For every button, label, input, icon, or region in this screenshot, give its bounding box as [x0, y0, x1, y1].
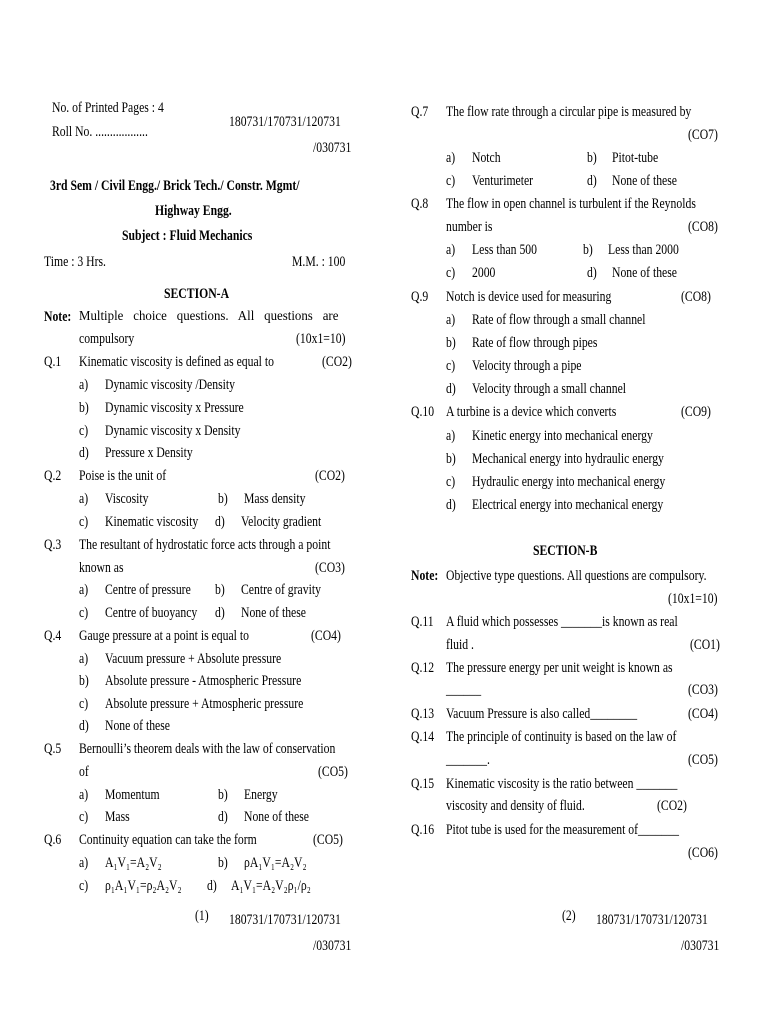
option-text: ρA₁V₁=A₂V₂: [244, 855, 307, 871]
section-a-title: SECTION-A: [164, 286, 230, 302]
course-outcome: (CO1): [690, 637, 720, 653]
option-text: Centre of gravity: [241, 582, 321, 598]
question-text: Poise is the unit of: [79, 468, 167, 484]
footer-code-line1: 180731/170731/120731: [596, 912, 708, 928]
option-label: c): [79, 514, 89, 530]
course-outcome: (CO4): [688, 706, 718, 722]
option-text: A₁V₁=A₂V₂ρ₁/ρ₂: [231, 878, 311, 894]
course-title-line2: Highway Engg.: [155, 203, 232, 219]
option-text: Rate of flow through pipes: [472, 335, 598, 351]
option-text: A₁V₁=A₂V₂: [105, 855, 162, 871]
footer-code-line2: /030731: [313, 938, 352, 954]
course-outcome: (CO3): [688, 682, 718, 698]
question-number: Q.10: [411, 404, 435, 420]
question-number: Q.4: [44, 628, 62, 644]
subject-title: Subject : Fluid Mechanics: [122, 228, 253, 244]
course-outcome: (CO8): [688, 219, 718, 235]
option-label: c): [446, 265, 456, 281]
option-text: Centre of pressure: [105, 582, 191, 598]
option-text: Venturimeter: [472, 173, 534, 189]
option-text: Mass density: [244, 491, 306, 507]
course-outcome: (CO6): [688, 845, 718, 861]
question-text-2: fluid .: [446, 637, 474, 653]
question-text-2: number is: [446, 219, 493, 235]
note-label: Note:: [44, 309, 72, 325]
course-title-line1: 3rd Sem / Civil Engg./ Brick Tech./ Constr. Mgmt/: [50, 178, 300, 194]
question-number: Q.14: [411, 729, 435, 745]
option-label: a): [79, 377, 89, 393]
option-text: Hydraulic energy into mechanical energy: [472, 474, 666, 490]
option-label: b): [79, 400, 89, 416]
option-text: Centre of buoyancy: [105, 605, 198, 621]
question-text: The flow in open channel is turbulent if the Reynolds: [446, 196, 696, 212]
option-label: c): [446, 358, 456, 374]
question-number: Q.7: [411, 104, 429, 120]
question-number: Q.8: [411, 196, 429, 212]
question-text: The resultant of hydrostatic force acts through a point: [79, 537, 331, 553]
option-label: b): [446, 335, 456, 351]
option-text: Pressure x Density: [105, 445, 193, 461]
option-label: d): [79, 445, 89, 461]
option-label: d): [587, 265, 597, 281]
option-label: a): [79, 787, 89, 803]
note-marks: (10x1=10): [296, 331, 346, 347]
option-text: ρ₁A₁V₁=ρ₂A₂V₂: [105, 878, 182, 894]
option-text: 2000: [472, 265, 496, 281]
option-text: Dynamic viscosity /Density: [105, 377, 235, 393]
option-text: Kinematic viscosity: [105, 514, 199, 530]
option-text: Dynamic viscosity x Density: [105, 423, 241, 439]
question-number: Q.9: [411, 289, 429, 305]
question-text: The flow rate through a circular pipe is measured by: [446, 104, 692, 120]
course-outcome: (CO8): [681, 289, 711, 305]
question-text: Kinematic viscosity is defined as equal to: [79, 354, 274, 370]
question-text-2: ______: [446, 682, 482, 698]
option-label: c): [79, 696, 89, 712]
option-text: Energy: [244, 787, 278, 803]
page-number: (1): [195, 908, 209, 924]
option-text: Less than 500: [472, 242, 537, 258]
note-label: Note:: [411, 568, 439, 584]
max-marks: M.M. : 100: [292, 254, 346, 270]
question-number: Q.16: [411, 822, 435, 838]
paper-code-line1: 180731/170731/120731: [229, 114, 341, 130]
option-label: c): [446, 474, 456, 490]
option-text: Absolute pressure + Atmospheric pressure: [105, 696, 304, 712]
option-label: d): [207, 878, 217, 894]
course-outcome: (CO4): [311, 628, 341, 644]
course-outcome: (CO5): [313, 832, 343, 848]
question-number: Q.12: [411, 660, 435, 676]
option-text: Dynamic viscosity x Pressure: [105, 400, 244, 416]
option-label: b): [583, 242, 593, 258]
question-text: Continuity equation can take the form: [79, 832, 257, 848]
option-label: b): [218, 491, 228, 507]
option-text: None of these: [105, 718, 170, 734]
question-text: Bernoulli’s theorem deals with the law of conservation: [79, 741, 336, 757]
question-text: Notch is device used for measuring: [446, 289, 612, 305]
question-text-2: of: [79, 764, 89, 780]
time-allowed: Time : 3 Hrs.: [44, 254, 106, 270]
question-number: Q.2: [44, 468, 62, 484]
option-label: a): [446, 242, 456, 258]
question-number: Q.3: [44, 537, 62, 553]
course-outcome: (CO7): [688, 127, 718, 143]
option-label: a): [79, 582, 89, 598]
option-text: Vacuum pressure + Absolute pressure: [105, 651, 282, 667]
option-label: d): [215, 514, 225, 530]
option-label: b): [79, 673, 89, 689]
course-outcome: (CO5): [318, 764, 348, 780]
course-outcome: (CO2): [315, 468, 345, 484]
option-label: d): [215, 605, 225, 621]
option-label: d): [587, 173, 597, 189]
footer-code-line1: 180731/170731/120731: [229, 912, 341, 928]
option-text: None of these: [244, 809, 309, 825]
option-label: a): [79, 855, 89, 871]
question-number: Q.13: [411, 706, 435, 722]
option-label: c): [79, 878, 89, 894]
option-text: None of these: [241, 605, 306, 621]
option-label: a): [446, 428, 456, 444]
paper-code-line2: /030731: [313, 140, 352, 156]
question-number: Q.5: [44, 741, 62, 757]
question-number: Q.6: [44, 832, 62, 848]
question-text-2: known as: [79, 560, 124, 576]
option-label: b): [446, 451, 456, 467]
option-text: Mechanical energy into hydraulic energy: [472, 451, 664, 467]
option-label: d): [79, 718, 89, 734]
question-text: Kinematic viscosity is the ratio between _______: [446, 776, 678, 792]
option-label: c): [79, 605, 89, 621]
option-text: Pitot-tube: [612, 150, 659, 166]
option-text: Viscosity: [105, 491, 149, 507]
question-number: Q.11: [411, 614, 434, 630]
option-label: d): [446, 381, 456, 397]
option-label: b): [218, 787, 228, 803]
option-label: d): [218, 809, 228, 825]
question-text: A turbine is a device which converts: [446, 404, 617, 420]
option-text: Velocity through a pipe: [472, 358, 582, 374]
option-text: None of these: [612, 173, 677, 189]
question-text-2: viscosity and density of fluid.: [446, 798, 585, 814]
option-label: a): [79, 491, 89, 507]
option-text: Absolute pressure - Atmospheric Pressure: [105, 673, 302, 689]
question-number: Q.15: [411, 776, 435, 792]
note-text: Multiple choice questions. All questions are: [79, 309, 339, 324]
section-b-title: SECTION-B: [533, 543, 598, 559]
option-text: Mass: [105, 809, 130, 825]
course-outcome: (CO2): [657, 798, 687, 814]
option-text: None of these: [612, 265, 677, 281]
footer-code-line2: /030731: [681, 938, 720, 954]
question-text: A fluid which possesses _______is known as real: [446, 614, 678, 630]
option-label: c): [79, 809, 89, 825]
course-outcome: (CO2): [322, 354, 352, 370]
option-text: Momentum: [105, 787, 160, 803]
option-label: a): [446, 150, 456, 166]
option-label: b): [218, 855, 228, 871]
roll-no: Roll No. ..................: [52, 124, 148, 140]
option-text: Electrical energy into mechanical energy: [472, 497, 664, 513]
note-text: Objective type questions. All questions are compulsory.: [446, 568, 707, 584]
option-text: Notch: [472, 150, 501, 166]
option-text: Velocity through a small channel: [472, 381, 627, 397]
printed-pages: No. of Printed Pages : 4: [52, 100, 164, 116]
question-text-2: _______.: [446, 752, 490, 768]
option-text: Velocity gradient: [241, 514, 322, 530]
option-text: Kinetic energy into mechanical energy: [472, 428, 653, 444]
question-text: Vacuum Pressure is also called________: [446, 706, 638, 722]
option-label: b): [215, 582, 225, 598]
option-label: c): [79, 423, 89, 439]
question-text: The pressure energy per unit weight is known as: [446, 660, 673, 676]
course-outcome: (CO3): [315, 560, 345, 576]
question-text: Pitot tube is used for the measurement of_______: [446, 822, 679, 838]
option-text: Less than 2000: [608, 242, 679, 258]
page-number: (2): [562, 908, 576, 924]
note-marks: (10x1=10): [668, 591, 718, 607]
course-outcome: (CO9): [681, 404, 711, 420]
note-text-2: compulsory: [79, 331, 135, 347]
option-label: a): [79, 651, 89, 667]
option-text: Rate of flow through a small channel: [472, 312, 646, 328]
option-label: d): [446, 497, 456, 513]
option-label: c): [446, 173, 456, 189]
question-text: Gauge pressure at a point is equal to: [79, 628, 249, 644]
option-label: a): [446, 312, 456, 328]
course-outcome: (CO5): [688, 752, 718, 768]
question-text: The principle of continuity is based on the law of: [446, 729, 677, 745]
question-number: Q.1: [44, 354, 62, 370]
option-label: b): [587, 150, 597, 166]
